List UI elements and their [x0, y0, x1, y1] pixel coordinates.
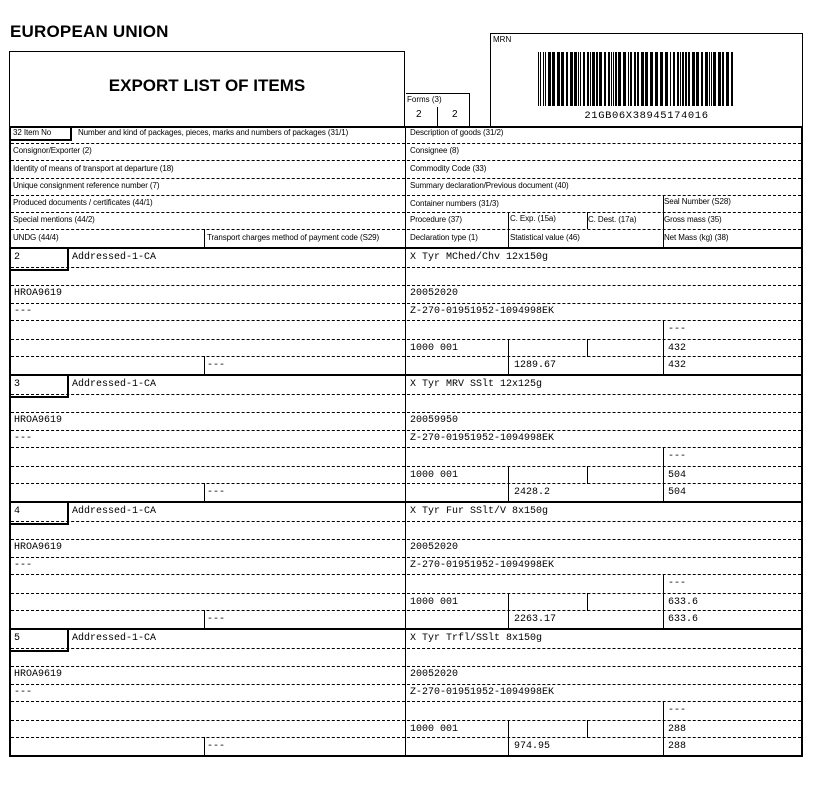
item-row-line: [11, 521, 801, 522]
item-net-mass: 504: [668, 487, 687, 498]
barcode-bar: [722, 52, 724, 106]
label-procedure: Procedure (37): [410, 215, 462, 224]
label-consignee: Consignee (8): [410, 146, 459, 155]
barcode-bar: [596, 52, 598, 106]
item-row-line: [11, 339, 801, 340]
item-row-line: [11, 610, 801, 611]
forms-total: 2: [452, 109, 458, 120]
item-packages: Addressed-1-CA: [72, 633, 157, 644]
mrn-label: MRN: [493, 35, 512, 44]
barcode-bar: [613, 52, 614, 106]
item-row-line: [11, 320, 801, 321]
item-produced-docs: ---: [14, 560, 33, 571]
barcode-bar: [583, 52, 585, 106]
header-row-line: [11, 195, 801, 196]
item-ucr: HROA9619: [14, 542, 63, 553]
label-c-exp: C. Exp. (15a): [510, 214, 556, 223]
barcode-bar: [655, 52, 658, 106]
item-packages: Addressed-1-CA: [72, 379, 157, 390]
item-stat-value: 2428.2: [514, 487, 551, 498]
item-no: 2: [14, 252, 21, 263]
item-produced-docs: ---: [14, 687, 33, 698]
page-title: EXPORT LIST OF ITEMS: [108, 76, 306, 95]
item-seal: ---: [668, 578, 687, 589]
item-gross: 432: [668, 343, 687, 354]
label-ucr: Unique consignment reference number (7): [13, 181, 160, 190]
label-description: Description of goods (31/2): [410, 128, 504, 137]
item-row-line: [11, 737, 801, 738]
item-cdest-divider: [587, 466, 588, 484]
header-cdest-divider: [587, 212, 588, 229]
item-mid-divider: [405, 376, 406, 502]
header-mid-divider: [405, 128, 406, 248]
barcode-bar: [680, 52, 681, 106]
item-stat-divider: [508, 466, 509, 502]
barcode-bar: [604, 52, 606, 106]
barcode-bar: [688, 52, 690, 106]
item-description: X Tyr Fur SSlt/V 8x150g: [410, 506, 549, 517]
item-seal-divider: [663, 574, 664, 629]
barcode-bar: [590, 52, 591, 106]
item-seal-divider: [663, 701, 664, 756]
item-summary: Z-270-01951952-1094998EK: [410, 687, 555, 698]
item-procedure: 1000 001: [410, 724, 459, 735]
item-row-line: [11, 430, 801, 431]
item-row-line: [11, 412, 801, 413]
item-no: 3: [14, 379, 21, 390]
label-seal: Seal Number (S28): [664, 197, 731, 206]
barcode-bar: [709, 52, 710, 106]
item-ucr: HROA9619: [14, 669, 63, 680]
barcode-bar: [540, 52, 541, 106]
barcode-bar: [634, 52, 636, 106]
item-gross: 504: [668, 470, 687, 481]
item-row-line: [11, 394, 801, 395]
item-ucr: HROA9619: [14, 415, 63, 426]
item-row-line: [11, 285, 801, 286]
item-seal: ---: [668, 705, 687, 716]
item-transport-charges: ---: [207, 360, 226, 371]
label-c-dest: C. Dest. (17a): [588, 215, 637, 224]
label-container: Container numbers (31/3): [410, 199, 499, 208]
barcode-bar: [685, 52, 687, 106]
barcode-bar: [660, 52, 663, 106]
item-transport-charges: ---: [207, 614, 226, 625]
item-charges-divider: [204, 610, 205, 629]
label-item-no: 32 Item No: [13, 128, 52, 137]
barcode-bar: [545, 52, 546, 106]
item-stat-value: 974.95: [514, 741, 551, 752]
header-row-line: [11, 143, 801, 144]
barcode-bar: [561, 52, 564, 106]
item-procedure: 1000 001: [410, 470, 459, 481]
barcode-bar: [726, 52, 729, 106]
barcode-bar: [637, 52, 639, 106]
barcode-bar: [587, 52, 589, 106]
barcode-bar: [578, 52, 579, 106]
label-transport-charges: Transport charges method of payment code (S29): [207, 233, 380, 242]
label-consignor: Consignor/Exporter (2): [13, 146, 92, 155]
barcode-bar: [574, 52, 577, 106]
item-no: 5: [14, 633, 21, 644]
barcode-bar: [641, 52, 644, 106]
header-row-line: [11, 229, 801, 230]
item-cdest-divider: [587, 339, 588, 357]
barcode-bar: [718, 52, 721, 106]
item-row-line: [11, 684, 801, 685]
item-commodity: 20052020: [410, 542, 459, 553]
item-net-mass: 288: [668, 741, 687, 752]
item-bottom-rule: [11, 628, 801, 630]
barcode-bar: [673, 52, 675, 106]
item-seal: ---: [668, 324, 687, 335]
item-seal: ---: [668, 451, 687, 462]
barcode-bar: [713, 52, 716, 106]
barcode-bar: [711, 52, 712, 106]
label-packages: Number and kind of packages, pieces, marks and numbers of packages (31/1): [78, 128, 349, 137]
item-row-line: [11, 303, 801, 304]
item-row-line: [11, 557, 801, 558]
item-summary: Z-270-01951952-1094998EK: [410, 306, 555, 317]
item-stat-value: 2263.17: [514, 614, 557, 625]
item-row-line: [11, 447, 801, 448]
item-transport-charges: ---: [207, 741, 226, 752]
item-produced-docs: ---: [14, 306, 33, 317]
item-net-mass: 633.6: [668, 614, 699, 625]
header-row-line: [11, 212, 801, 213]
item-mid-divider: [405, 249, 406, 375]
item-commodity: 20059950: [410, 415, 459, 426]
item-gross: 633.6: [668, 597, 699, 608]
item-procedure: 1000 001: [410, 597, 459, 608]
barcode-bar: [599, 52, 602, 106]
barcode-bar: [670, 52, 671, 106]
barcode-bar: [628, 52, 629, 106]
forms-box: [406, 93, 470, 127]
item-description: X Tyr Trfl/SSlt 8x150g: [410, 633, 543, 644]
mrn-box: [490, 33, 803, 126]
item-no: 4: [14, 506, 21, 517]
label-gross: Gross mass (35): [664, 215, 722, 224]
header-bottom-rule: [11, 247, 801, 249]
barcode-bar: [557, 52, 560, 106]
item-charges-divider: [204, 483, 205, 502]
item-description: X Tyr MRV SSlt 12x125g: [410, 379, 543, 390]
item-ucr: HROA9619: [14, 288, 63, 299]
header-row-line: [11, 178, 801, 179]
header-seal-divider: [663, 195, 664, 248]
header-row-line: [11, 160, 801, 161]
title-box: [9, 51, 405, 126]
item-commodity: 20052020: [410, 288, 459, 299]
item-stat-value: 1289.67: [514, 360, 557, 371]
item-summary: Z-270-01951952-1094998EK: [410, 433, 555, 444]
item-stat-divider: [508, 339, 509, 375]
barcode-bar: [552, 52, 555, 106]
item-row-line: [11, 483, 801, 484]
item-transport-charges: ---: [207, 487, 226, 498]
label-produced-docs: Produced documents / certificates (44/1): [13, 198, 153, 207]
barcode-bar: [696, 52, 699, 106]
barcode-bar: [538, 52, 539, 106]
item-charges-divider: [204, 737, 205, 756]
union-heading: EUROPEAN UNION: [10, 22, 169, 41]
item-row-line: [11, 701, 801, 702]
header-charges-divider: [204, 229, 205, 248]
barcode-bar: [650, 52, 653, 106]
item-seal-divider: [663, 320, 664, 375]
mrn-barcode: [536, 52, 736, 106]
item-row-line: [11, 666, 801, 667]
item-description: X Tyr MChed/Chv 12x150g: [410, 252, 549, 263]
barcode-bar: [611, 52, 612, 106]
barcode-bar: [645, 52, 648, 106]
barcode-bar: [692, 52, 695, 106]
barcode-bar: [580, 52, 581, 106]
item-stat-divider: [508, 593, 509, 629]
item-packages: Addressed-1-CA: [72, 252, 157, 263]
item-row-line: [11, 539, 801, 540]
barcode-bar: [731, 52, 733, 106]
item-row-line: [11, 466, 801, 467]
barcode-bar: [665, 52, 668, 106]
item-cdest-divider: [587, 720, 588, 738]
item-summary: Z-270-01951952-1094998EK: [410, 560, 555, 571]
barcode-bar: [623, 52, 626, 106]
label-special: Special mentions (44/2): [13, 215, 95, 224]
barcode-bar: [630, 52, 632, 106]
item-mid-divider: [405, 630, 406, 756]
barcode-bar: [615, 52, 617, 106]
barcode-bar: [548, 52, 551, 106]
label-undg: UNDG (44/4): [13, 233, 59, 242]
label-transport-id: Identity of means of transport at departure (18): [13, 164, 174, 173]
barcode-bar: [618, 52, 621, 106]
forms-current: 2: [416, 109, 422, 120]
item-charges-divider: [204, 356, 205, 375]
item-net-mass: 432: [668, 360, 687, 371]
mrn-number: 21GB06X38945174016: [584, 110, 709, 122]
item-row-line: [11, 267, 801, 268]
item-bottom-rule: [11, 374, 801, 376]
label-stat-value: Statistical value (46): [510, 233, 580, 242]
barcode-bar: [705, 52, 708, 106]
item-row-line: [11, 720, 801, 721]
forms-label: Forms (3): [407, 95, 442, 104]
item-commodity: 20052020: [410, 669, 459, 680]
item-seal-divider: [663, 447, 664, 502]
item-stat-divider: [508, 720, 509, 756]
barcode-bar: [682, 52, 684, 106]
item-row-line: [11, 574, 801, 575]
barcode-bar: [592, 52, 595, 106]
label-decl-type: Declaration type (1): [410, 233, 478, 242]
label-commodity: Commodity Code (33): [410, 164, 487, 173]
barcode-bar: [543, 52, 544, 106]
header-stat-divider: [508, 212, 509, 248]
item-row-line: [11, 356, 801, 357]
item-cdest-divider: [587, 593, 588, 611]
item-packages: Addressed-1-CA: [72, 506, 157, 517]
label-net-mass: Net Mass (kg) (38): [664, 233, 729, 242]
item-row-line: [11, 648, 801, 649]
barcode-bar: [701, 52, 703, 106]
barcode-bar: [608, 52, 610, 106]
item-row-line: [11, 593, 801, 594]
item-procedure: 1000 001: [410, 343, 459, 354]
barcode-bar: [566, 52, 568, 106]
item-gross: 288: [668, 724, 687, 735]
label-summary: Summary declaration/Previous document (40): [410, 181, 569, 190]
item-mid-divider: [405, 503, 406, 629]
forms-divider: [437, 107, 438, 128]
barcode-bar: [677, 52, 679, 106]
barcode-bar: [570, 52, 573, 106]
item-produced-docs: ---: [14, 433, 33, 444]
item-bottom-rule: [11, 501, 801, 503]
